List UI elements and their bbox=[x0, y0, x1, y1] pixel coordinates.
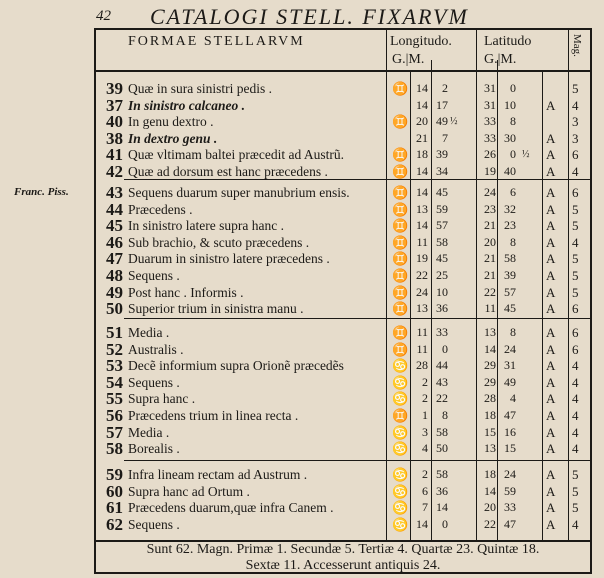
latitude-degrees: 31 bbox=[484, 81, 496, 95]
longitude-minutes: 14 bbox=[436, 500, 448, 515]
header-rule bbox=[96, 70, 590, 72]
zodiac-sign-icon: ♊ bbox=[392, 185, 409, 200]
latitude-minutes: 0 bbox=[510, 81, 516, 95]
addition-mark: A bbox=[546, 516, 556, 532]
magnitude: 3 bbox=[572, 114, 579, 130]
magnitude: 3 bbox=[572, 130, 579, 146]
zodiac-sign-icon: ♋ bbox=[392, 358, 409, 374]
magnitude: 4 bbox=[572, 358, 579, 374]
addition-mark: A bbox=[546, 130, 556, 146]
addition-mark: A bbox=[546, 441, 556, 457]
latitude-minutes: 39 bbox=[504, 268, 516, 282]
longitude-degrees: 2 bbox=[422, 374, 428, 389]
zodiac-sign-icon: ♊ bbox=[392, 268, 409, 283]
longitude-degrees: 20 bbox=[416, 114, 428, 129]
group-rule bbox=[124, 318, 590, 319]
latitude-minutes: 47 bbox=[504, 516, 516, 531]
latitudo-column-header: Latitudo bbox=[484, 34, 532, 49]
longitude-degrees: 28 bbox=[416, 358, 428, 373]
magnitude: 5 bbox=[572, 81, 579, 96]
star-number: 52 bbox=[106, 339, 123, 359]
star-number: 53 bbox=[106, 356, 123, 376]
longitude-minutes: 45 bbox=[436, 185, 448, 199]
longitude-degrees: 6 bbox=[422, 483, 428, 498]
longitude-minutes: 58 bbox=[436, 424, 448, 439]
star-number: 50 bbox=[106, 299, 123, 319]
addition-mark: A bbox=[546, 284, 556, 300]
magnitude: 4 bbox=[572, 424, 579, 440]
longitudo-units: G.|M. bbox=[392, 52, 425, 67]
latitude-degrees: 23 bbox=[484, 201, 496, 216]
longitude-degrees: 3 bbox=[422, 424, 428, 439]
star-row bbox=[96, 184, 590, 201]
latitudo-units: G.|M. bbox=[484, 52, 517, 67]
latitude-minutes: 33 bbox=[504, 500, 516, 515]
latitude-degrees: 18 bbox=[484, 408, 496, 422]
longitude-minutes: 58 bbox=[436, 234, 448, 249]
footer-summary-line-2: Sextæ 11. Accesserunt antiquis 24. bbox=[245, 558, 441, 573]
latitude-degrees: 21 bbox=[484, 251, 496, 266]
longitude-degrees: 14 bbox=[416, 218, 428, 233]
latitude-degrees: 11 bbox=[484, 301, 496, 316]
longitude-minutes: 49 bbox=[436, 114, 448, 129]
addition-mark: A bbox=[546, 201, 556, 217]
zodiac-sign-icon: ♊ bbox=[392, 81, 409, 96]
addition-mark: A bbox=[546, 97, 556, 113]
latitude-degrees: 26 bbox=[484, 147, 496, 162]
magnitude: 4 bbox=[572, 234, 579, 250]
star-number: 41 bbox=[106, 145, 123, 165]
star-number: 46 bbox=[106, 232, 123, 252]
zodiac-sign-icon: ♋ bbox=[392, 483, 409, 499]
star-number: 38 bbox=[106, 128, 123, 148]
longitude-degrees: 11 bbox=[416, 341, 428, 356]
star-description: In sinistro calcaneo . bbox=[128, 97, 246, 113]
longitude-minutes: 43 bbox=[436, 374, 448, 389]
latitude-minutes: 10 bbox=[504, 97, 516, 112]
star-description: Præcedens . bbox=[128, 201, 193, 217]
magnitude: 6 bbox=[572, 301, 579, 317]
zodiac-sign-icon: ♋ bbox=[392, 441, 409, 457]
zodiac-sign-icon: ♊ bbox=[392, 218, 409, 234]
star-description: Sequens duarum super manubrium ensis. bbox=[128, 185, 350, 200]
latitude-minutes: 30 bbox=[504, 130, 516, 145]
star-row bbox=[96, 113, 590, 130]
star-number: 47 bbox=[106, 249, 123, 269]
latitude-minutes: 58 bbox=[504, 251, 516, 266]
latitude-degrees: 15 bbox=[484, 424, 496, 439]
latitude-minutes: 49 bbox=[504, 374, 516, 389]
longitude-degrees: 14 bbox=[416, 97, 428, 112]
star-description: Sub brachio, & scuto præcedens . bbox=[128, 234, 310, 250]
star-description: In sinistro latere supra hanc . bbox=[128, 218, 284, 234]
star-description: Infra lineam rectam ad Austrum . bbox=[128, 467, 308, 482]
star-description: Supra hanc . bbox=[128, 391, 196, 407]
star-description: Australis . bbox=[128, 341, 184, 357]
group-rule bbox=[124, 460, 590, 461]
page-number: 42 bbox=[96, 8, 111, 24]
star-number: 44 bbox=[106, 199, 123, 219]
zodiac-sign-icon: ♊ bbox=[392, 325, 409, 340]
latitude-minutes: 6 bbox=[510, 185, 516, 199]
zodiac-sign-icon: ♋ bbox=[392, 467, 409, 482]
addition-mark: A bbox=[546, 341, 556, 357]
longitude-minutes: 44 bbox=[436, 358, 448, 373]
longitude-minutes: 17 bbox=[436, 97, 448, 112]
longitude-minutes: 8 bbox=[442, 408, 448, 422]
zodiac-sign-icon: ♊ bbox=[392, 234, 409, 250]
star-row bbox=[96, 267, 590, 284]
star-description: Præcedens trium in linea recta . bbox=[128, 408, 299, 423]
longitude-degrees: 14 bbox=[416, 516, 428, 531]
magnitude: 5 bbox=[572, 218, 579, 234]
longitude-degrees: 21 bbox=[416, 130, 428, 145]
addition-mark: A bbox=[546, 408, 556, 423]
addition-mark: A bbox=[546, 251, 556, 267]
star-number: 39 bbox=[106, 79, 123, 98]
star-row bbox=[96, 300, 590, 317]
longitude-minutes: 50 bbox=[436, 441, 448, 456]
longitude-minutes: 36 bbox=[436, 301, 448, 316]
longitude-degrees: 4 bbox=[422, 441, 428, 456]
zodiac-sign-icon: ♊ bbox=[392, 301, 409, 317]
star-description: Quæ vltimam baltei præcedit ad Austrũ. bbox=[128, 147, 344, 163]
star-number: 58 bbox=[106, 439, 123, 459]
longitude-degrees: 19 bbox=[416, 251, 428, 266]
star-description: Duarum in sinistro latere præcedens . bbox=[128, 251, 330, 267]
star-row bbox=[96, 499, 590, 516]
star-row bbox=[96, 407, 590, 424]
longitude-minutes: 34 bbox=[436, 164, 448, 178]
star-number: 45 bbox=[106, 216, 123, 236]
latitude-minutes: 8 bbox=[510, 114, 516, 129]
longitude-degrees: 13 bbox=[416, 201, 428, 216]
longitude-minutes: 39 bbox=[436, 147, 448, 162]
zodiac-sign-icon: ♊ bbox=[392, 251, 409, 267]
star-description: Superior trium in sinistra manu . bbox=[128, 301, 304, 317]
latitude-degrees: 14 bbox=[484, 341, 496, 356]
latitude-minutes: 24 bbox=[504, 467, 516, 481]
longitude-minutes: 0 bbox=[442, 341, 448, 356]
addition-mark: A bbox=[546, 391, 556, 407]
longitude-minutes: 59 bbox=[436, 201, 448, 216]
magnitude: 6 bbox=[572, 147, 579, 163]
longitude-degrees: 14 bbox=[416, 164, 428, 178]
latitude-minutes: 32 bbox=[504, 201, 516, 216]
star-row bbox=[96, 146, 590, 163]
star-row bbox=[96, 217, 590, 234]
star-number: 62 bbox=[106, 514, 123, 534]
star-row bbox=[96, 97, 590, 114]
addition-mark: A bbox=[546, 147, 556, 163]
magnitude: 5 bbox=[572, 500, 579, 516]
latitude-degrees: 14 bbox=[484, 483, 496, 498]
addition-mark: A bbox=[546, 374, 556, 390]
star-number: 59 bbox=[106, 465, 123, 484]
magnitude: 6 bbox=[572, 325, 579, 340]
magnitude: 5 bbox=[572, 483, 579, 499]
latitude-minutes: 4 bbox=[510, 391, 516, 406]
longitude-degrees: 24 bbox=[416, 284, 428, 299]
star-row bbox=[96, 390, 590, 407]
addition-mark: A bbox=[546, 218, 556, 234]
zodiac-sign-icon: ♊ bbox=[392, 408, 409, 423]
longitude-degrees: 14 bbox=[416, 185, 428, 199]
longitude-minutes: 58 bbox=[436, 467, 448, 481]
zodiac-sign-icon: ♋ bbox=[392, 374, 409, 390]
longitude-minutes: 33 bbox=[436, 325, 448, 339]
star-number: 61 bbox=[106, 498, 123, 518]
mag-column-header: Mag. bbox=[571, 34, 583, 57]
addition-mark: A bbox=[546, 500, 556, 516]
star-row bbox=[96, 163, 590, 180]
star-row bbox=[96, 80, 590, 97]
star-description: Sequens . bbox=[128, 374, 180, 390]
longitude-degrees: 2 bbox=[422, 391, 428, 406]
magnitude: 4 bbox=[572, 164, 579, 179]
running-title: CATALOGI STELL. FIXARVM bbox=[150, 4, 469, 29]
latitude-degrees: 20 bbox=[484, 500, 496, 515]
longitudo-column-header: Longitudo. bbox=[390, 34, 452, 49]
magnitude: 6 bbox=[572, 341, 579, 357]
star-number: 51 bbox=[106, 323, 123, 342]
magnitude: 4 bbox=[572, 391, 579, 407]
star-number: 48 bbox=[106, 266, 123, 285]
star-description: In dextro genu . bbox=[128, 130, 218, 146]
zodiac-sign-icon: ♋ bbox=[392, 516, 409, 532]
star-row bbox=[96, 374, 590, 391]
latitude-degrees: 21 bbox=[484, 218, 496, 233]
magnitude: 4 bbox=[572, 516, 579, 532]
magnitude: 5 bbox=[572, 284, 579, 300]
latitude-degrees: 24 bbox=[484, 185, 496, 199]
addition-mark: A bbox=[546, 325, 556, 340]
longitude-minutes: 45 bbox=[436, 251, 448, 266]
latitude-degrees: 28 bbox=[484, 391, 496, 406]
footer-summary-line-1: Sunt 62. Magn. Primæ 1. Secundæ 5. Tertiæ 4. Quartæ 23. Quintæ 18. bbox=[146, 542, 540, 557]
star-row bbox=[96, 516, 590, 533]
latitude-degrees: 22 bbox=[484, 284, 496, 299]
latitude-degrees: 33 bbox=[484, 114, 496, 129]
star-row bbox=[96, 466, 590, 483]
longitude-degrees: 18 bbox=[416, 147, 428, 162]
latitude-minutes: 40 bbox=[504, 164, 516, 178]
star-row bbox=[96, 250, 590, 267]
zodiac-sign-icon: ♊ bbox=[392, 147, 409, 163]
addition-mark: A bbox=[546, 424, 556, 440]
star-description: Supra hanc ad Ortum . bbox=[128, 483, 250, 499]
star-row bbox=[96, 234, 590, 251]
addition-mark: A bbox=[546, 301, 556, 317]
star-number: 49 bbox=[106, 282, 123, 302]
margin-note: Franc. Piss. bbox=[14, 186, 69, 198]
latitude-degrees: 21 bbox=[484, 268, 496, 282]
latitude-minutes: 45 bbox=[504, 301, 516, 316]
addition-mark: A bbox=[546, 358, 556, 374]
addition-mark: A bbox=[546, 164, 556, 179]
addition-mark: A bbox=[546, 268, 556, 283]
star-row bbox=[96, 440, 590, 457]
star-row bbox=[96, 130, 590, 147]
longitude-degrees: 1 bbox=[422, 408, 428, 422]
latitude-minutes: 57 bbox=[504, 284, 516, 299]
longitude-degrees: 11 bbox=[416, 325, 428, 339]
star-description: Media . bbox=[128, 424, 170, 440]
magnitude: 4 bbox=[572, 408, 579, 423]
latitude-minutes: 8 bbox=[510, 234, 516, 249]
magnitude: 5 bbox=[572, 201, 579, 217]
star-row bbox=[96, 424, 590, 441]
latitude-degrees: 29 bbox=[484, 358, 496, 373]
zodiac-sign-icon: ♊ bbox=[392, 341, 409, 357]
star-description: Media . bbox=[128, 325, 170, 340]
star-row bbox=[96, 284, 590, 301]
magnitude: 4 bbox=[572, 97, 579, 113]
latitude-fraction: ½ bbox=[522, 149, 530, 161]
zodiac-sign-icon: ♋ bbox=[392, 424, 409, 440]
addition-mark: A bbox=[546, 467, 556, 482]
latitude-degrees: 31 bbox=[484, 97, 496, 112]
star-number: 40 bbox=[106, 112, 123, 132]
star-description: Quæ in sura sinistri pedis . bbox=[128, 81, 272, 96]
longitude-degrees: 13 bbox=[416, 301, 428, 316]
star-description: In genu dextro . bbox=[128, 114, 214, 130]
zodiac-sign-icon: ♋ bbox=[392, 500, 409, 516]
longitude-degrees: 2 bbox=[422, 467, 428, 481]
latitude-minutes: 16 bbox=[504, 424, 516, 439]
longitude-minutes: 0 bbox=[442, 516, 448, 531]
star-number: 37 bbox=[106, 95, 123, 115]
latitude-degrees: 22 bbox=[484, 516, 496, 531]
latitude-degrees: 13 bbox=[484, 325, 496, 339]
star-description: Post hanc . Informis . bbox=[128, 284, 244, 300]
latitude-minutes: 0 bbox=[510, 147, 516, 162]
addition-mark: A bbox=[546, 234, 556, 250]
longitude-minutes: 22 bbox=[436, 391, 448, 406]
star-number: 56 bbox=[106, 406, 123, 425]
magnitude: 5 bbox=[572, 251, 579, 267]
addition-mark: A bbox=[546, 185, 556, 200]
formae-column-header: FORMAE STELLARVM bbox=[128, 34, 305, 49]
longitude-minutes: 2 bbox=[442, 81, 448, 95]
star-number: 57 bbox=[106, 422, 123, 442]
addition-mark: A bbox=[546, 483, 556, 499]
latitude-degrees: 19 bbox=[484, 164, 496, 178]
longitude-fraction: ½ bbox=[450, 116, 458, 128]
star-description: Sequens . bbox=[128, 268, 180, 283]
latitude-minutes: 59 bbox=[504, 483, 516, 498]
magnitude: 4 bbox=[572, 441, 579, 457]
latitude-degrees: 29 bbox=[484, 374, 496, 389]
latitude-degrees: 20 bbox=[484, 234, 496, 249]
zodiac-sign-icon: ♊ bbox=[392, 201, 409, 217]
longitude-minutes: 25 bbox=[436, 268, 448, 282]
star-number: 54 bbox=[106, 372, 123, 392]
star-description: Præcedens duarum,quæ infra Canem . bbox=[128, 500, 334, 516]
star-row bbox=[96, 357, 590, 374]
longitude-degrees: 11 bbox=[416, 234, 428, 249]
zodiac-sign-icon: ♊ bbox=[392, 114, 409, 130]
star-number: 42 bbox=[106, 162, 123, 181]
star-description: Borealis . bbox=[128, 441, 180, 457]
zodiac-sign-icon: ♊ bbox=[392, 164, 409, 179]
latitude-minutes: 24 bbox=[504, 341, 516, 356]
star-description: Sequens . bbox=[128, 516, 180, 532]
longitude-minutes: 57 bbox=[436, 218, 448, 233]
magnitude: 4 bbox=[572, 374, 579, 390]
longitude-minutes: 36 bbox=[436, 483, 448, 498]
zodiac-sign-icon: ♊ bbox=[392, 284, 409, 300]
star-row bbox=[96, 483, 590, 500]
latitude-degrees: 13 bbox=[484, 441, 496, 456]
latitude-minutes: 47 bbox=[504, 408, 516, 422]
star-number: 43 bbox=[106, 183, 123, 202]
longitude-degrees: 22 bbox=[416, 268, 428, 282]
longitude-minutes: 7 bbox=[442, 130, 448, 145]
longitude-degrees: 7 bbox=[422, 500, 428, 515]
magnitude: 6 bbox=[572, 185, 579, 200]
star-row bbox=[96, 341, 590, 358]
latitude-minutes: 31 bbox=[504, 358, 516, 373]
latitude-degrees: 18 bbox=[484, 467, 496, 481]
magnitude: 5 bbox=[572, 467, 579, 482]
star-description: Decẽ informium supra Orionẽ præcedẽs bbox=[128, 358, 344, 374]
latitude-minutes: 23 bbox=[504, 218, 516, 233]
longitude-degrees: 14 bbox=[416, 81, 428, 95]
longitude-minutes: 10 bbox=[436, 284, 448, 299]
star-number: 55 bbox=[106, 389, 123, 409]
latitude-minutes: 8 bbox=[510, 325, 516, 339]
zodiac-sign-icon: ♋ bbox=[392, 391, 409, 407]
star-row bbox=[96, 201, 590, 218]
star-row bbox=[96, 324, 590, 341]
latitude-degrees: 33 bbox=[484, 130, 496, 145]
magnitude: 5 bbox=[572, 268, 579, 283]
star-description: Quæ ad dorsum est hanc præcedens . bbox=[128, 164, 328, 179]
star-number: 60 bbox=[106, 481, 123, 501]
latitude-minutes: 15 bbox=[504, 441, 516, 456]
